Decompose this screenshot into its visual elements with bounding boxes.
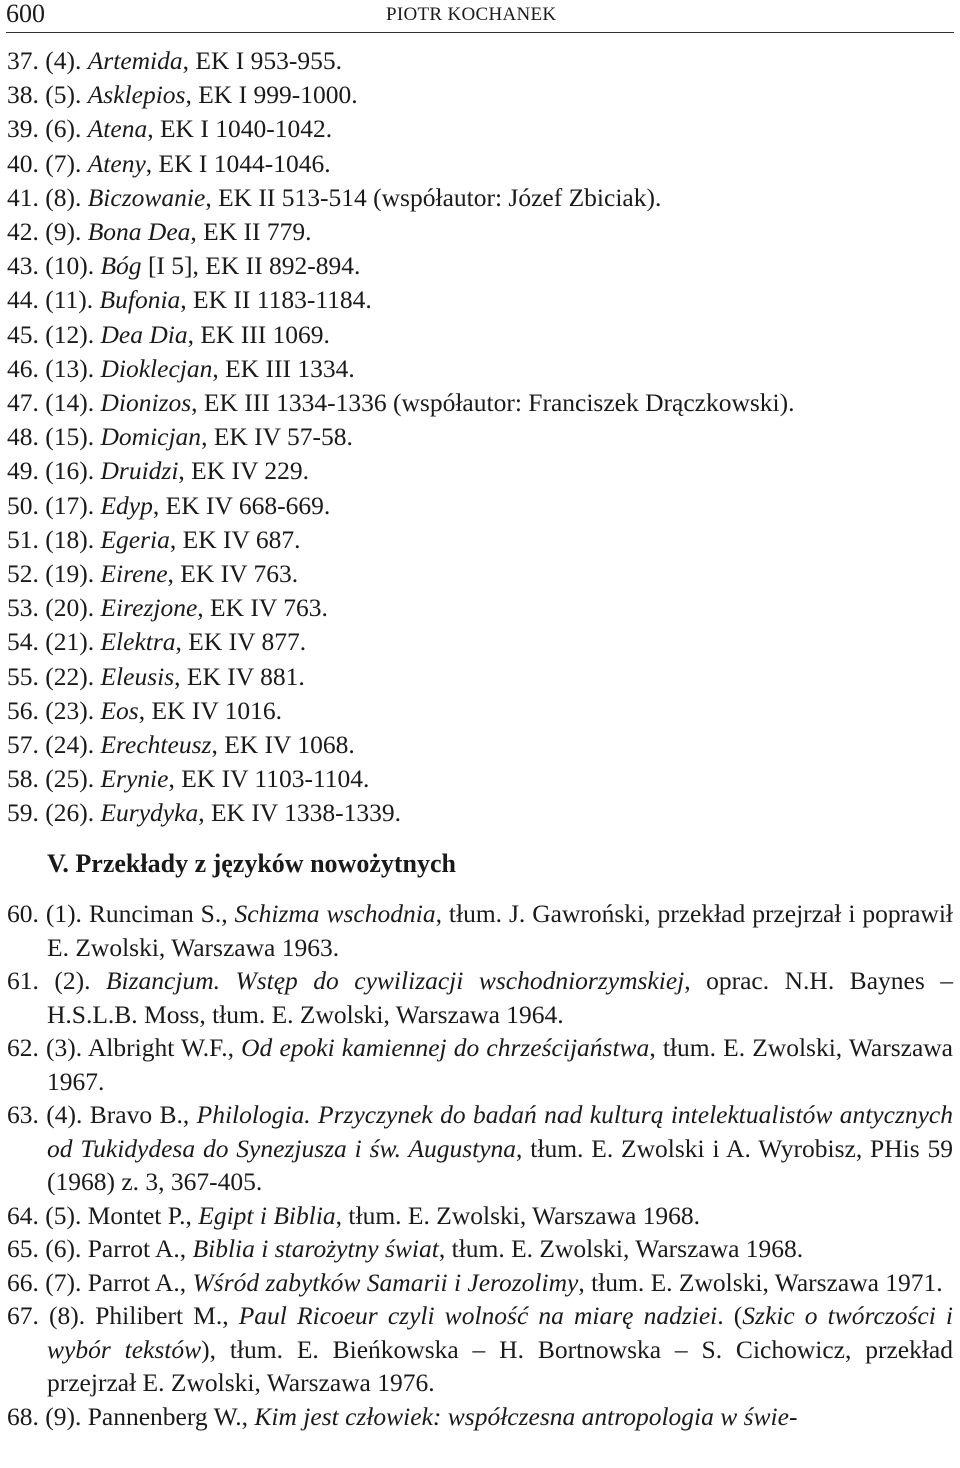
- entry-number: 59. (26).: [7, 798, 101, 828]
- entry-reference: , EK II 779.: [190, 217, 312, 247]
- work-title: Od epoki kamiennej do chrześcijaństwa: [241, 1033, 650, 1062]
- entry-number: 37. (4).: [7, 46, 88, 75]
- entry-text: . (: [717, 1301, 743, 1330]
- entry-title: Druidzi: [100, 456, 179, 486]
- bibliography-item: [7, 1400, 953, 1434]
- entry-text: 64. (5). Montet P.,: [7, 1200, 199, 1230]
- entry-number: 44. (11).: [7, 285, 100, 315]
- entry-text: 63. (4). Bravo B.,: [7, 1100, 197, 1129]
- entry-reference: , EK IV 687.: [169, 524, 301, 554]
- list-item: [7, 44, 953, 78]
- entry-number: 51. (18).: [7, 524, 101, 554]
- bibliography-item: [7, 1031, 953, 1098]
- bibliography-item: [7, 1098, 953, 1199]
- entry-title: Biczowanie: [87, 182, 206, 212]
- entry-text: 65. (6). Parrot A.,: [7, 1234, 193, 1263]
- entry-number: 39. (6).: [7, 114, 88, 144]
- entry-title: Domicjan: [100, 422, 202, 452]
- work-title: Kim jest człowiek: współczesna antropologia w świe-: [254, 1401, 798, 1431]
- entry-text: , tłum. E. Zwolski, Warszawa 1968.: [335, 1200, 701, 1230]
- section-heading: V. Przekłady z języków nowożytnych: [47, 849, 456, 878]
- list-item: [7, 489, 953, 523]
- list-item: [7, 557, 953, 591]
- entry-number: 45. (12).: [7, 319, 101, 349]
- work-title: Schizma wschodnia: [234, 899, 436, 928]
- entry-reference: , EK IV 763.: [197, 593, 328, 623]
- work-title: Paul Ricoeur czyli wolność na miarę nadziei: [238, 1301, 718, 1330]
- entry-text: , tłum. E. Zwolski, Warszawa 1967.: [47, 1033, 953, 1096]
- entry-number: 41. (8).: [7, 182, 88, 212]
- entry-title: Asklepios: [87, 80, 186, 110]
- entry-reference: [I 5], EK II 892-894.: [141, 251, 361, 281]
- bibliography-item: [7, 1299, 953, 1400]
- entry-text: 66. (7). Parrot A.,: [7, 1267, 193, 1297]
- entry-text: 67. (8). Philibert M.,: [7, 1301, 239, 1330]
- entry-text: 68. (9). Pannenberg W.,: [7, 1401, 255, 1431]
- entry-reference: , EK IV 57-58.: [201, 422, 353, 452]
- entry-title: Eos: [100, 695, 139, 725]
- entry-reference: , EK II 513-514 (współautor: Józef Zbiciak).: [205, 182, 662, 212]
- list-item: [7, 523, 953, 557]
- encyclopedia-entries-list: [7, 44, 953, 831]
- entry-title: Elektra: [100, 627, 176, 657]
- entry-title: Dionizos: [100, 388, 192, 418]
- entry-number: 43. (10).: [7, 251, 101, 281]
- entry-number: 38. (5).: [7, 80, 88, 110]
- bibliography-item: [7, 1266, 953, 1300]
- entry-text: , oprac. N.H. Baynes – H.S.L.B. Moss, tłum. E. Zwolski, Warszawa 1964.: [47, 966, 953, 1029]
- entry-text: , tłum. E. Zwolski, Warszawa 1971.: [578, 1267, 943, 1297]
- page-header: [6, 0, 954, 33]
- entry-number: 49. (16).: [7, 456, 101, 486]
- entry-title: Erechteusz: [100, 730, 212, 760]
- entry-number: 46. (13).: [7, 353, 101, 383]
- entry-number: 55. (22).: [7, 661, 101, 691]
- list-item: [7, 762, 953, 796]
- entry-reference: , EK IV 1016.: [138, 695, 283, 725]
- list-item: [7, 420, 953, 454]
- list-item: [7, 352, 953, 386]
- entry-number: 50. (17).: [7, 490, 101, 520]
- work-title: Philologia. Przyczynek do badań nad kulturą intelektualistów antycznych od Tukidydesa do Synezjusza i św. Augustyna: [47, 1100, 953, 1163]
- entry-title: Eurydyka: [100, 798, 199, 828]
- list-item: [7, 112, 953, 146]
- list-item: [7, 386, 953, 420]
- entry-reference: , EK IV 1068.: [211, 730, 355, 760]
- bibliography-item: [7, 1199, 953, 1233]
- entry-title: Edyp: [100, 490, 153, 520]
- list-item: [7, 660, 953, 694]
- work-title: Egipt i Biblia: [198, 1200, 336, 1230]
- entry-number: 40. (7).: [7, 148, 88, 178]
- list-item: [7, 283, 953, 317]
- entry-reference: , EK I 953-955.: [182, 46, 342, 75]
- entry-number: 58. (25).: [7, 764, 101, 794]
- entry-title: Artemida: [87, 46, 183, 75]
- list-item: [7, 78, 953, 112]
- entry-number: 48. (15).: [7, 422, 101, 452]
- bibliography-item: [7, 897, 953, 964]
- entry-number: 47. (14).: [7, 388, 101, 418]
- entry-title: Ateny: [87, 148, 146, 178]
- work-title: Szkic o twórczości i wybór tekstów: [47, 1301, 953, 1364]
- list-item: [7, 728, 953, 762]
- work-title: Bizancjum. Wstęp do cywilizacji wschodniorzymskiej: [105, 966, 685, 995]
- entry-title: Dioklecjan: [100, 353, 213, 383]
- entry-reference: , EK I 999-1000.: [185, 80, 358, 110]
- entry-text: , tłum. E. Zwolski i A. Wyrobisz, PHis 59 (1968) z. 3, 367-405.: [47, 1133, 954, 1196]
- entry-reference: , EK IV 877.: [175, 627, 307, 657]
- entry-title: Eirene: [100, 559, 168, 589]
- entry-title: Bufonia: [99, 285, 181, 315]
- list-item: [7, 181, 953, 215]
- bibliography-item: [7, 1232, 953, 1266]
- entry-number: 52. (19).: [7, 559, 101, 589]
- list-item: [7, 249, 953, 283]
- entry-number: 57. (24).: [7, 730, 101, 760]
- entry-title: Erynie: [100, 764, 169, 794]
- list-item: [7, 318, 953, 352]
- list-item: [7, 796, 953, 830]
- list-item: [7, 694, 953, 728]
- entry-title: Eleusis: [100, 661, 175, 691]
- entry-number: 53. (20).: [7, 593, 101, 623]
- list-item: [7, 625, 953, 659]
- entry-reference: , EK II 1183-1184.: [180, 285, 372, 315]
- bibliography-item: [7, 964, 953, 1031]
- entry-title: Atena: [87, 114, 148, 144]
- entry-reference: , EK I 1044-1046.: [145, 148, 331, 178]
- entry-number: 42. (9).: [7, 217, 88, 247]
- list-item: [7, 215, 953, 249]
- running-head: PIOTR KOCHANEK: [386, 4, 557, 25]
- list-item: [7, 454, 953, 488]
- entry-number: 56. (23).: [7, 695, 101, 725]
- entry-text: , tłum. E. Zwolski, Warszawa 1968.: [438, 1234, 804, 1263]
- entry-text: 62. (3). Albright W.F.,: [7, 1033, 242, 1062]
- entry-text: , tłum. J. Gawroński, przekład przejrzał i poprawił E. Zwolski, Warszawa 1963.: [47, 899, 954, 962]
- entry-title: Bona Dea: [87, 217, 191, 247]
- page-number: 600: [6, 0, 45, 28]
- entry-reference: , EK III 1069.: [187, 319, 330, 349]
- entry-reference: , EK IV 229.: [178, 456, 309, 486]
- entry-reference: , EK III 1334-1336 (współautor: Franciszek Drączkowski).: [191, 388, 795, 418]
- entry-title: Dea Dia: [100, 319, 188, 349]
- translations-list: [7, 897, 953, 1433]
- entry-reference: , EK IV 763.: [167, 559, 299, 589]
- entry-reference: , EK IV 1103-1104.: [168, 764, 370, 794]
- entry-title: Egeria: [100, 524, 170, 554]
- entry-reference: , EK IV 668-669.: [152, 490, 331, 520]
- entry-reference: , EK IV 881.: [174, 661, 305, 691]
- work-title: Biblia i starożytny świat: [192, 1234, 439, 1263]
- entry-reference: , EK IV 1338-1339.: [198, 798, 402, 828]
- entry-number: 54. (21).: [7, 627, 101, 657]
- list-item: [7, 147, 953, 181]
- entry-reference: , EK III 1334.: [212, 353, 355, 383]
- entry-text: 60. (1). Runciman S.,: [7, 899, 235, 928]
- list-item: [7, 591, 953, 625]
- entry-title: Eirezjone: [100, 593, 198, 623]
- work-title: Wśród zabytków Samarii i Jerozolimy: [192, 1267, 579, 1297]
- entry-text: 61. (2).: [7, 966, 106, 995]
- entry-reference: , EK I 1040-1042.: [147, 114, 333, 144]
- entry-text: ), tłum. E. Bieńkowska – H. Bortnowska – S. Cichowicz, przekład przejrzał E. Zwolski, Warszawa 1976.: [47, 1334, 953, 1397]
- entry-title: Bóg: [100, 251, 142, 281]
